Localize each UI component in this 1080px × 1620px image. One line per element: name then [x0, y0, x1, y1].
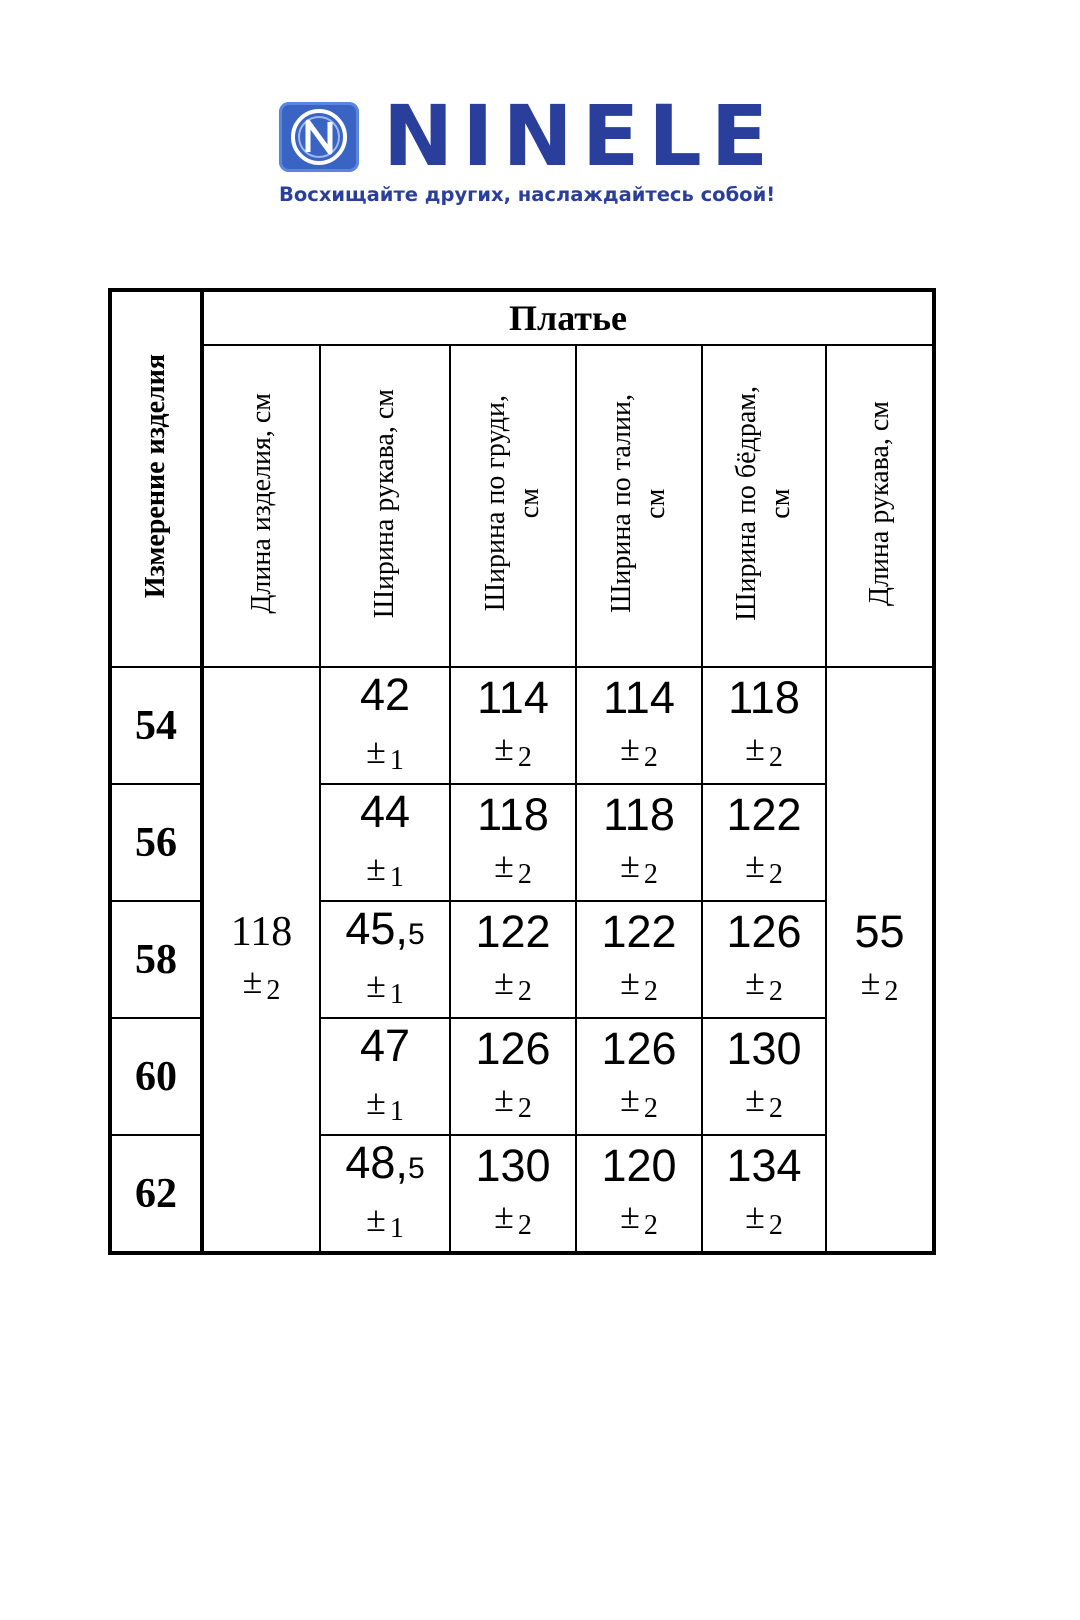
- plus-minus-sign: ±: [745, 844, 765, 885]
- measure-value: 122: [475, 905, 551, 957]
- tolerance-value: 2: [517, 1209, 532, 1241]
- ninele-n-logo-icon: [279, 102, 359, 172]
- hips-cell: [702, 784, 826, 901]
- plus-minus-sign: ±: [242, 960, 263, 1001]
- tolerance-value: 2: [517, 975, 532, 1007]
- tolerance: [703, 845, 825, 895]
- measure-value: 126: [726, 905, 802, 957]
- measure-value: 126: [475, 1022, 551, 1074]
- column-header-row: [110, 345, 934, 667]
- tolerance: [703, 728, 825, 778]
- plus-minus-sign: ±: [366, 1081, 386, 1122]
- plus-minus-sign: ±: [494, 961, 514, 1002]
- tolerance: [703, 1196, 825, 1246]
- brand-tagline: Восхищайте других, наслаждайтесь собой!: [279, 183, 776, 206]
- tolerance-value: 1: [389, 861, 404, 893]
- row-header-label: Измерение изделия: [140, 354, 171, 599]
- plus-minus-sign: ±: [366, 1198, 386, 1239]
- tolerance-value: 2: [643, 1092, 658, 1124]
- tolerance: [703, 962, 825, 1012]
- table-title: Платье: [202, 290, 934, 345]
- measure-value: 134: [726, 1139, 802, 1191]
- waist-cell: [576, 1018, 702, 1135]
- measure-value: 114: [603, 671, 675, 723]
- brand-name: NINELE: [383, 87, 778, 185]
- tolerance-value: 2: [884, 975, 899, 1007]
- waist-cell: [576, 784, 702, 901]
- plus-minus-sign: ±: [620, 844, 640, 885]
- tolerance-value: 2: [768, 741, 783, 773]
- measure-value: [321, 1019, 449, 1076]
- tolerance: [451, 845, 575, 895]
- chest-cell: [450, 667, 576, 784]
- plus-minus-sign: ±: [366, 730, 386, 771]
- tolerance-value: 2: [517, 1092, 532, 1124]
- chest-cell: [450, 1018, 576, 1135]
- size-label: 54: [110, 667, 202, 784]
- size-label: 56: [110, 784, 202, 901]
- measure-main: 48,: [345, 1136, 408, 1188]
- col-header-hips: Ширина по бёдрам, см: [702, 345, 826, 667]
- tolerance: [577, 728, 701, 778]
- chest-cell: [450, 784, 576, 901]
- measure-value: 118: [728, 671, 800, 723]
- plus-minus-sign: ±: [745, 961, 765, 1002]
- measure-main: 47: [359, 1019, 411, 1071]
- plus-minus-sign: ±: [620, 727, 640, 768]
- size-chart-table: [108, 288, 936, 1255]
- plus-minus-sign: ±: [494, 1195, 514, 1236]
- measure-value: 126: [601, 1022, 677, 1074]
- plus-minus-sign: ±: [620, 961, 640, 1002]
- tolerance-value: 1: [389, 744, 404, 776]
- tolerance-value: 2: [266, 974, 281, 1006]
- row-header-cell: [110, 290, 202, 667]
- plus-minus-sign: ±: [860, 961, 881, 1002]
- measure-value: [321, 902, 449, 959]
- measure-value: [321, 1136, 449, 1193]
- tolerance: [204, 961, 319, 1011]
- tolerance: [321, 848, 449, 898]
- plus-minus-sign: ±: [366, 847, 386, 888]
- tolerance-value: 2: [643, 975, 658, 1007]
- tolerance: [451, 1079, 575, 1129]
- plus-minus-sign: ±: [494, 727, 514, 768]
- tolerance-value: 2: [768, 975, 783, 1007]
- hips-cell: [702, 1018, 826, 1135]
- measure-value: 55: [854, 905, 905, 957]
- waist-cell: [576, 1135, 702, 1253]
- plus-minus-sign: ±: [620, 1195, 640, 1236]
- measure-value: 130: [726, 1022, 802, 1074]
- plus-minus-sign: ±: [745, 1195, 765, 1236]
- tolerance: [321, 1199, 449, 1249]
- tolerance: [451, 1196, 575, 1246]
- plus-minus-sign: ±: [494, 844, 514, 885]
- tolerance-value: 2: [768, 1209, 783, 1241]
- plus-minus-sign: ±: [366, 964, 386, 1005]
- col-header-length: Длина изделия, см: [202, 345, 320, 667]
- tolerance-value: 1: [389, 1095, 404, 1127]
- size-label: 58: [110, 901, 202, 1018]
- measure-value: 118: [603, 788, 675, 840]
- brand-header: [0, 0, 1080, 230]
- tolerance: [321, 1082, 449, 1132]
- sleeve-width-cell: [320, 901, 450, 1018]
- tolerance: [451, 728, 575, 778]
- measure-main: 42: [359, 668, 411, 720]
- measure-main: 45,: [345, 902, 408, 954]
- col-header-sleeve-length: Длина рукава, см: [826, 345, 934, 667]
- hips-cell: [702, 1135, 826, 1253]
- measure-value: 118: [477, 788, 549, 840]
- measure-value: [321, 668, 449, 725]
- tolerance: [577, 1079, 701, 1129]
- sleeve-width-cell: [320, 667, 450, 784]
- plus-minus-sign: ±: [494, 1078, 514, 1119]
- tolerance-value: 2: [517, 858, 532, 890]
- tolerance-value: 2: [517, 741, 532, 773]
- measure-value: 118: [230, 908, 293, 955]
- size-label: 62: [110, 1135, 202, 1253]
- measure-value: 130: [475, 1139, 551, 1191]
- plus-minus-sign: ±: [620, 1078, 640, 1119]
- tolerance-value: 2: [768, 1092, 783, 1124]
- col-header-chest: Ширина по груди, см: [450, 345, 576, 667]
- tolerance-value: 2: [643, 741, 658, 773]
- measure-value: 122: [726, 788, 802, 840]
- chest-cell: [450, 901, 576, 1018]
- sleeve-width-cell: [320, 1018, 450, 1135]
- hips-cell: [702, 667, 826, 784]
- measure-decimal: 5: [407, 917, 425, 951]
- hips-cell: [702, 901, 826, 1018]
- measure-value: 120: [601, 1139, 677, 1191]
- tolerance: [577, 962, 701, 1012]
- col-header-sleeve-width: Ширина рукава, см: [320, 345, 450, 667]
- tolerance-value: 1: [389, 978, 404, 1010]
- tolerance: [703, 1079, 825, 1129]
- table-row: [110, 667, 934, 784]
- waist-cell: [576, 901, 702, 1018]
- measure-value: [321, 785, 449, 842]
- tolerance: [451, 962, 575, 1012]
- col-header-waist: Ширина по талии, см: [576, 345, 702, 667]
- measure-main: 44: [359, 785, 411, 837]
- tolerance: [577, 845, 701, 895]
- measure-value: 114: [477, 671, 549, 723]
- measure-value: 122: [601, 905, 677, 957]
- tolerance: [321, 731, 449, 781]
- tolerance-value: 2: [643, 1209, 658, 1241]
- tolerance-value: 1: [389, 1212, 404, 1244]
- measure-decimal: 5: [407, 1151, 425, 1185]
- merged-sleeve-length-cell: [826, 667, 934, 1253]
- tolerance: [321, 965, 449, 1015]
- tolerance: [827, 962, 932, 1012]
- tolerance: [577, 1196, 701, 1246]
- sleeve-width-cell: [320, 1135, 450, 1253]
- size-label: 60: [110, 1018, 202, 1135]
- merged-length-cell: [202, 667, 320, 1253]
- plus-minus-sign: ±: [745, 727, 765, 768]
- waist-cell: [576, 667, 702, 784]
- tolerance-value: 2: [643, 858, 658, 890]
- tolerance-value: 2: [768, 858, 783, 890]
- chest-cell: [450, 1135, 576, 1253]
- sleeve-width-cell: [320, 784, 450, 901]
- plus-minus-sign: ±: [745, 1078, 765, 1119]
